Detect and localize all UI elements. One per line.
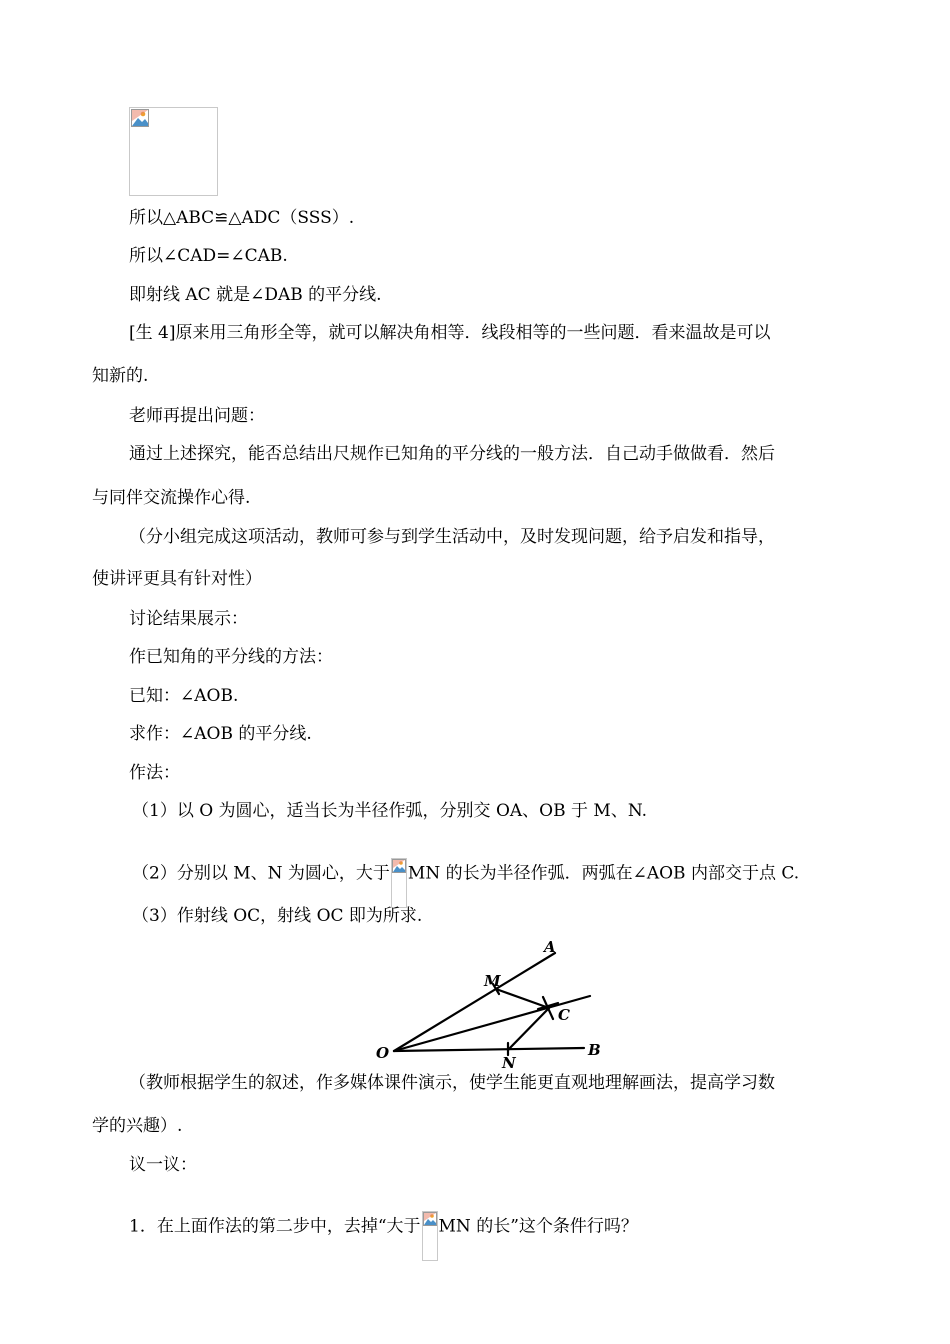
text-line: 讨论结果展示： [129, 609, 248, 629]
label-n: N [502, 1054, 516, 1068]
text-line: 作已知角的平分线的方法： [129, 647, 333, 667]
angle-bisector-diagram [372, 938, 612, 1068]
text-line: （分小组完成这项活动，教师可参与到学生活动中，及时发现问题，给予启发和指导， [129, 527, 775, 547]
text-line: 所以∠CAD=∠CAB. [129, 246, 288, 266]
text-line: 求作：∠AOB 的平分线. [129, 724, 312, 744]
text-line: 已知：∠AOB. [129, 686, 239, 706]
label-a: A [544, 938, 556, 956]
text-line [129, 1202, 638, 1252]
fraction-image-placeholder [422, 1211, 438, 1261]
label-m: M [484, 972, 501, 990]
text-line: 学的兴趣）. [92, 1116, 183, 1136]
text-line: （教师根据学生的叙述，作多媒体课件演示，使学生能更直观地理解画法，提高学习数 [129, 1073, 775, 1093]
text-segment: 1．在上面作法的第二步中，去掉“大于 [129, 1216, 421, 1237]
text-line: （1）以 O 为圆心，适当长为半径作弧，分别交 OA、OB 于 M、N. [132, 801, 648, 821]
text-line: （3）作射线 OC，射线 OC 即为所求. [132, 906, 423, 926]
broken-image-icon [423, 1212, 437, 1226]
text-line: 所以△ABC≌△ADC（SSS）. [129, 208, 355, 228]
text-line: 老师再提出问题： [129, 406, 265, 426]
broken-image-placeholder [129, 107, 218, 196]
label-c: C [558, 1006, 570, 1024]
text-segment: MN 的长”这个条件行吗？ [438, 1216, 638, 1237]
fraction-image-placeholder [391, 858, 407, 908]
segment-mc [496, 989, 549, 1008]
text-line: 作法： [129, 763, 180, 783]
text-line: 即射线 AC 就是∠DAB 的平分线. [129, 285, 382, 305]
text-line: 知新的. [92, 366, 149, 386]
text-line: 议一议： [129, 1155, 197, 1175]
text-segment: MN 的长为半径作弧．两弧在∠AOB 内部交于点 C. [407, 863, 800, 884]
text-line: [生 4]原来用三角形全等，就可以解决角相等．线段相等的一些问题．看来温故是可以 [129, 323, 771, 343]
text-line: 使讲评更具有针对性） [92, 569, 262, 589]
label-b: B [588, 1041, 601, 1059]
text-line: 通过上述探究，能否总结出尺规作已知角的平分线的一般方法．自己动手做做看．然后 [129, 444, 775, 464]
broken-image-icon [392, 859, 406, 873]
text-line [132, 849, 799, 899]
ray-ob [394, 1048, 584, 1051]
broken-image-icon [131, 109, 149, 127]
text-line: 与同伴交流操作心得. [92, 488, 251, 508]
text-segment: （2）分别以 M、N 为圆心，大于 [132, 863, 390, 884]
label-o: O [376, 1044, 390, 1062]
